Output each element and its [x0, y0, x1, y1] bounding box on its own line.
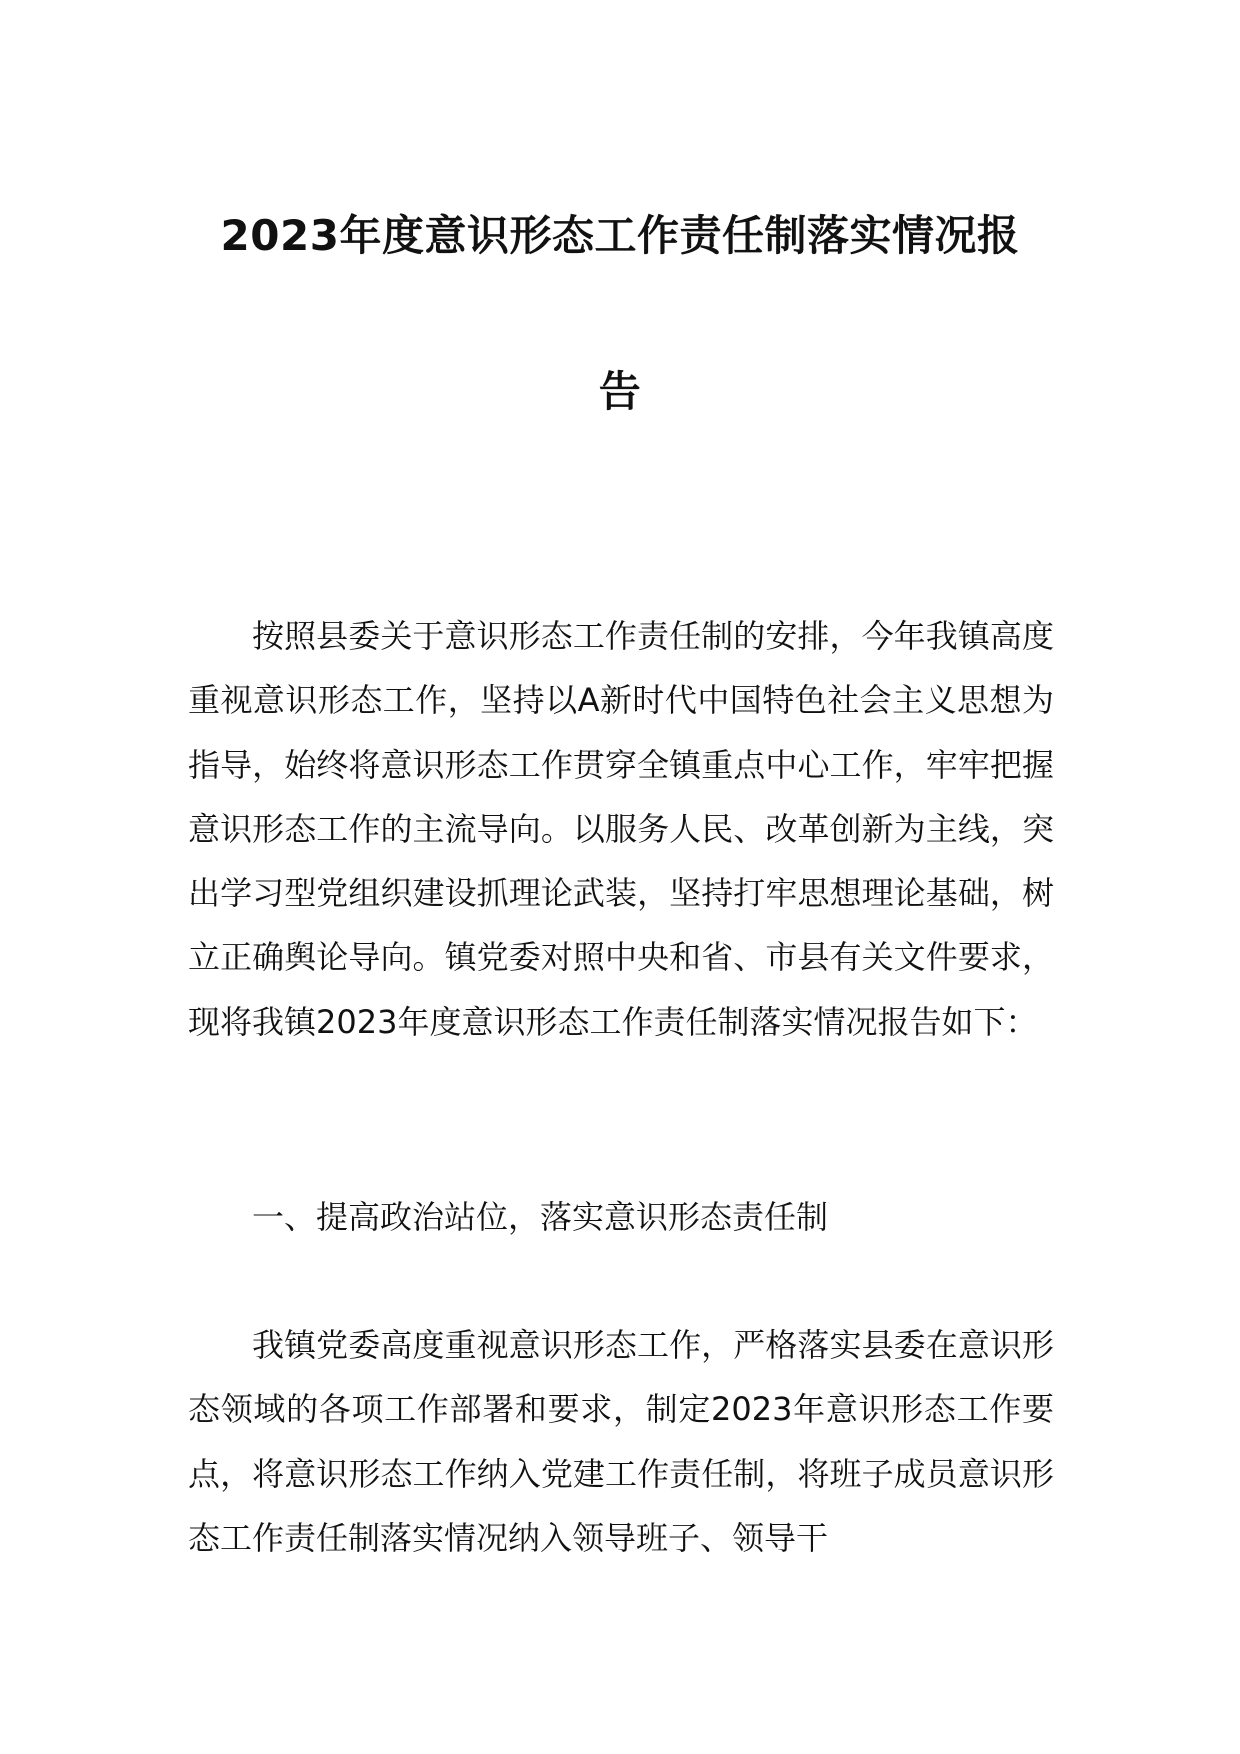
section-heading-1: 一、提高政治站位，落实意识形态责任制 — [252, 1198, 829, 1236]
intro-paragraph: 按照县委关于意识形态工作责任制的安排，今年我镇高度重视意识形态工作，坚持以A新时代中国特色社会主义思想为指导，始终将意识形态工作贯穿全镇重点中心工作，牢牢把握意识形态工作的主流导向。以服务人民、改革创新为主线，突出学习型党组织建设抓理论武装，坚持打牢思想理论基础，树立正确舆论导向。镇党委对照中央和省、市县有关文件要求，现将我镇2023年度意识形态工作责任制落实情况报告如下： — [188, 617, 1054, 1041]
document-title-line-2: 告 — [598, 367, 642, 416]
section-1-paragraph: 我镇党委高度重视意识形态工作，严格落实县委在意识形态领域的各项工作部署和要求，制定2023年意识形态工作要点，将意识形态工作纳入党建工作责任制，将班子成员意识形态工作责任制落实情况纳入领导班子、领导干 — [188, 1326, 1054, 1557]
document-title-line-1: 2023年度意识形态工作责任制落实情况报 — [220, 211, 1020, 260]
